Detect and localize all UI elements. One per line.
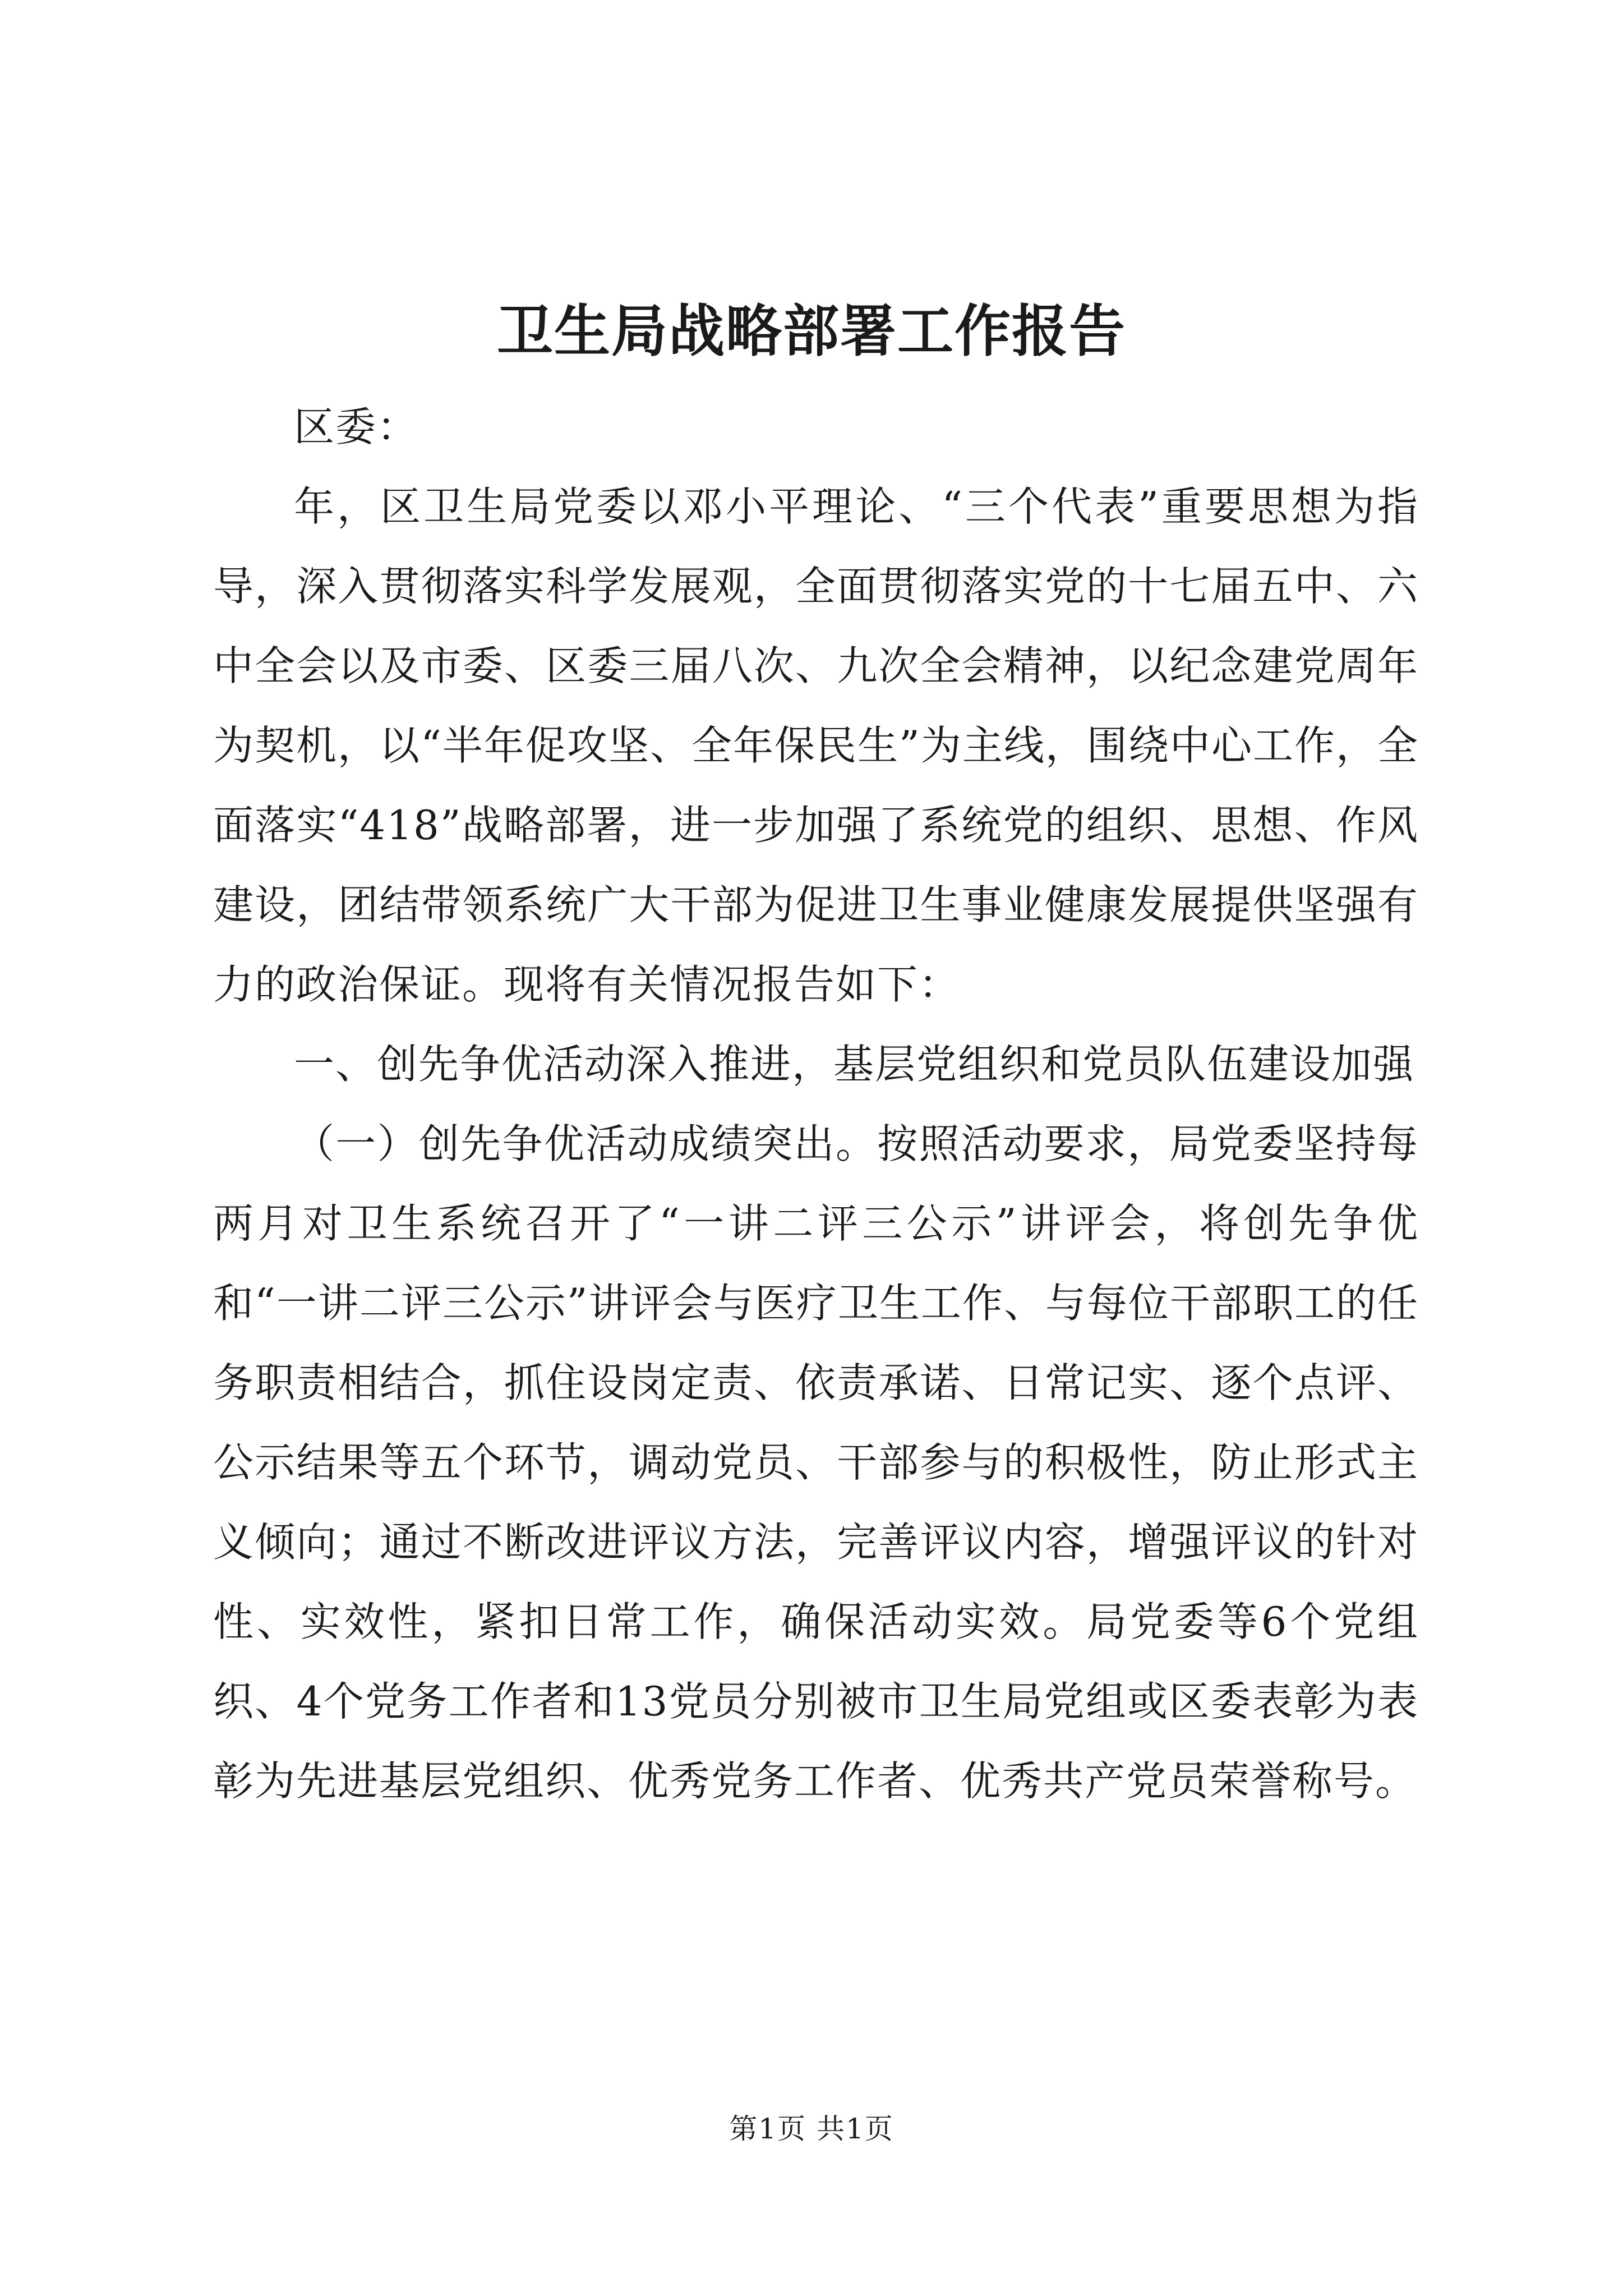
- page-footer: 第1页 共1页: [729, 2113, 894, 2145]
- document-body: [213, 387, 1419, 1821]
- salutation-paragraph: 区委：: [294, 403, 419, 450]
- document-title: 卫生局战略部署工作报告: [497, 298, 1126, 364]
- section-heading-1: 一、创先争优活动深入推进，基层党组织和党员队伍建设加强: [294, 1041, 1415, 1088]
- intro-paragraph: 年，区卫生局党委以邓小平理论、“三个代表”重要思想为指导，深入贯彻落实科学发展观，全面贯彻落实党的十七届五中、六中全会以及市委、区委三届八次、九次全会精神，以纪念建党周年为契机，以“半年促攻坚、全年保民生”为主线，围绕中心工作，全面落实“418”战略部署，进一步加强了系统党的组织、思想、作风建设，团结带领系统广大干部为促进卫生事业健康发展提供坚强有力的政治保证。现将有关情况报告如下：: [213, 483, 1419, 1008]
- subsection-paragraph-1: （一）创先争优活动成绩突出。按照活动要求，局党委坚持每两月对卫生系统召开了“一讲二评三公示”讲评会，将创先争优和“一讲二评三公示”讲评会与医疗卫生工作、与每位干部职工的任务职责相结合，抓住设岗定责、依责承诺、日常记实、逐个点评、公示结果等五个环节，调动党员、干部参与的积极性，防止形式主义倾向；通过不断改进评议方法，完善评议内容，增强评议的针对性、实效性，紧扣日常工作，确保活动实效。局党委等6个党组织、4个党务工作者和13党员分别被市卫生局党组或区委表彰为表彰为先进基层党组织、优秀党务工作者、优秀共产党员荣誉称号。: [213, 1120, 1419, 1805]
